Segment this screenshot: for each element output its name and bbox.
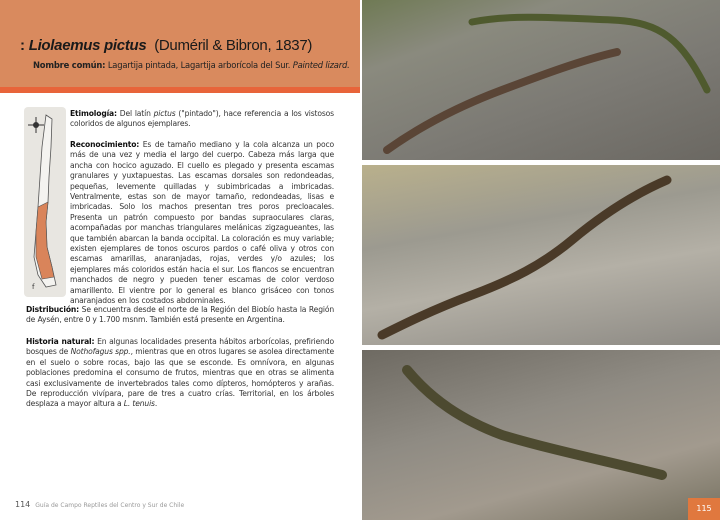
scientific-name: Liolaemus pictus [28,37,147,54]
page-number: 114 [15,500,31,509]
reconocimiento-paragraph: Reconocimiento: Es de tamaño mediano y la cola alcanza un poco más de una vez y media el largo del cuerpo. Cabeza más larga que ancha con hocico aguzado. El cuello es plegado y presenta escamas granulares y yuxtapuestas. Las escamas dorsales son redondeadas, pequeñas, levemente quilladas y subimbricadas a imbricadas. Ventralmente, estas son de mayor tamaño, redondeadas, lisas e imbricadas. Solo los machos presentan tres poros precloacales. Presenta un patrón compuesto por bandas supraoculares claras, acompañadas por manchas triangulares melánicas zigzagueantes, las que también abarcan la banda occipital. La coloración es muy variable; existen ejemplares de tonos oscuros pardos o café oliva y otros con escamas amarillas, anaranjadas, rojas, verdes y/o azules; los ejemplares más coloridos están hacia el sur. Los flancos se encuentran manchados de negro y pueden tener escamas de color verdoso amarillento. El vientre por lo general es blanco grisáceo con tonos anaranjados en los costados abdominales. [70,140,334,306]
lizard-photo-3 [362,350,720,520]
distribucion-paragraph: Distribución: Se encuentra desde el norte de la Región del Biobío hasta la Región de Aysén, entre 0 y 1.700 msnm. También está presente en Argentina. [26,305,334,325]
authority: (Duméril & Bibron, 1837) [154,37,313,54]
page-footer [15,500,184,509]
etimologia-paragraph: Etimología: Del latín pictus ("pintado"), hace referencia a los vistosos coloridos de algunos ejemplares. [70,109,334,129]
distribution-map [24,107,66,297]
compass-icon [28,117,44,133]
species-title: : Liolaemus pictus (Duméril & Bibron, 1837) [20,37,313,54]
lizard-photo-2 [362,165,720,345]
header-divider [0,87,360,93]
common-names: Nombre común: Lagartija pintada, Lagartija arborícola del Sur. Painted lizard. [33,60,350,70]
species-header [0,0,360,87]
svg-text:f: f [32,283,35,291]
lizard-photo-1 [362,0,720,160]
page-number-right: 115 [688,498,720,520]
book-title: Guía de Campo Reptiles del Centro y Sur de Chile [35,502,185,509]
historia-paragraph: Historia natural: En algunas localidades presenta hábitos arborícolas, prefiriendo bosques de Nothofagus spp., mientras que en otros lugares se asolea directamente en el suelo o sobre rocas, bajo las que se esconde. Es omnívora, en algunas poblaciones predomina el consumo de frutos, mientras que en otras se alimenta casi exclusivamente de invertebrados tales como dípteros, homópteros y arañas. De reproducción vivípara, pare de tres a cuatro crías. Territorial, en los árboles desplaza a mayor altura a L. tenuis. [26,337,334,409]
